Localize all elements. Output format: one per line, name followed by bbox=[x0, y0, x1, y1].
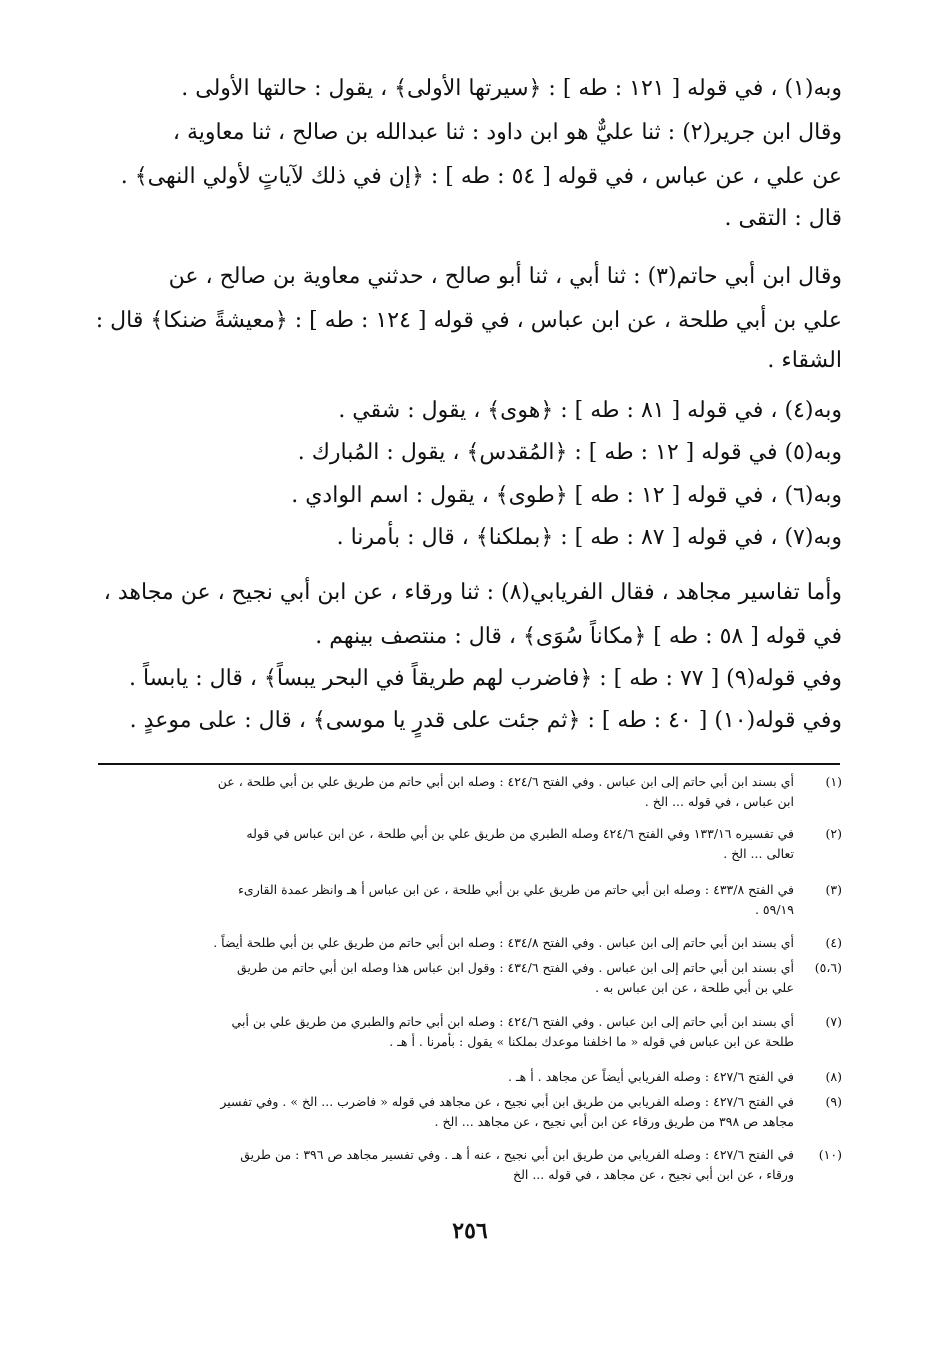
text-line: علي بن أبي طلحة ، عن ابن عباس ، في قوله [ ١٢٤ : طه ] : ﴿معيشةً ضنكا﴾ قال : bbox=[95, 308, 842, 333]
footnote-number: (٨) bbox=[825, 1069, 842, 1084]
footnote-line: في تفسيره ١٣٣/١٦ وفي الفتح ٤٢٤/٦ وصله الطبري من طريق علي بن أبي طلحة ، عن ابن عباس في قوله bbox=[246, 826, 794, 841]
footnote-item bbox=[100, 1012, 842, 1052]
footnote-line: تعالى ... الخ . bbox=[723, 846, 794, 861]
footnote-text bbox=[100, 1145, 794, 1185]
footnote-line: علي بن أبي طلحة ، عن ابن عباس به . bbox=[595, 980, 794, 995]
footnote-line: أي بسند ابن أبي حاتم إلى ابن عباس . وفي الفتح ٤٢٤/٦ : وصله ابن أبي حاتم من طريق علي بن أبي طلحة ، عن bbox=[217, 774, 794, 789]
footnote-number: (٧) bbox=[825, 1014, 842, 1029]
footnote-line: ٥٩/١٩ . bbox=[754, 902, 794, 917]
footnote-divider bbox=[98, 763, 840, 765]
footnote-item bbox=[100, 1092, 842, 1132]
text-line: وقال ابن جرير(٢) : ثنا عليٌّ هو ابن داود : ثنا عبدالله بن صالح ، ثنا معاوية ، bbox=[172, 120, 842, 145]
footnote-line: أي بسند ابن أبي حاتم إلى ابن عباس . وفي الفتح ٤٣٤/٨ : وصله ابن أبي حاتم من طريق علي بن أبي طلحة أيضاً . bbox=[213, 935, 794, 950]
footnote-item bbox=[100, 824, 842, 864]
footnote-line: في الفتح ٤٣٣/٨ : وصله ابن أبي حاتم من طريق علي بن أبي طلحة ، عن ابن عباس أ هـ وانظر عمدة القارىء bbox=[238, 882, 794, 897]
footnote-number: (٥،٦) bbox=[814, 960, 842, 975]
text-line: قال : التقى . bbox=[724, 206, 842, 231]
text-line: وفي قوله(٩) [ ٧٧ : طه ] : ﴿فاضرب لهم طريقاً في البحر يبساً﴾ ، قال : يابساً . bbox=[128, 666, 842, 691]
footnote-line: أي بسند ابن أبي حاتم إلى ابن عباس . وفي الفتح ٤٣٤/٦ : وقول ابن عباس هذا وصله ابن أبي حاتم من طريق bbox=[237, 960, 794, 975]
footnote-text bbox=[100, 880, 794, 920]
footnote-number: (٤) bbox=[825, 935, 842, 950]
text-line: في قوله [ ٥٨ : طه ] ﴿مكاناً سُوَى﴾ ، قال : منتصف بينهم . bbox=[315, 624, 842, 649]
footnote-number: (١٠) bbox=[818, 1147, 842, 1162]
footnote-number: (٣) bbox=[825, 882, 842, 897]
footnote-item bbox=[100, 933, 842, 953]
page-number: ٢٥٦ bbox=[452, 1218, 488, 1244]
text-line: وبه(٦) ، في قوله [ ١٢ : طه ] ﴿طوى﴾ ، يقول : اسم الوادي . bbox=[291, 483, 842, 508]
footnote-item bbox=[100, 1145, 842, 1185]
text-line: وفي قوله(١٠) [ ٤٠ : طه ] : ﴿ثم جئت على قدرٍ يا موسى﴾ ، قال : على موعدٍ . bbox=[129, 708, 842, 733]
footnote-line: في الفتح ٤٢٧/٦ : وصله الفريابي من طريق ابن أبي نجيح ، عن مجاهد في قوله « فاضرب ... الخ » . وفي تفسير bbox=[220, 1094, 794, 1109]
text-line: وبه(٧) ، في قوله [ ٨٧ : طه ] : ﴿بملكنا﴾ ، قال : بأمرنا . bbox=[336, 525, 842, 550]
text-line: وأما تفاسير مجاهد ، فقال الفريابي(٨) : ثنا ورقاء ، عن ابن أبي نجيح ، عن مجاهد ، bbox=[103, 580, 842, 605]
footnote-line: مجاهد ص ٣٩٨ من طريق ورقاء عن ابن أبي نجيح ، عن مجاهد ... الخ . bbox=[434, 1114, 794, 1129]
footnote-number: (٩) bbox=[825, 1094, 842, 1109]
footnote-text bbox=[100, 1092, 794, 1132]
text-line: وبه(٤) ، في قوله [ ٨١ : طه ] : ﴿هوى﴾ ، يقول : شقي . bbox=[338, 398, 842, 423]
footnote-number: (١) bbox=[825, 774, 842, 789]
footnote-line: طلحة عن ابن عباس في قوله « ما اخلفنا موعدك بملكنا » يقول : بأمرنا . أ هـ . bbox=[389, 1034, 794, 1049]
text-line: عن علي ، عن عباس ، في قوله [ ٥٤ : طه ] : ﴿إن في ذلك لآياتٍ لأولي النهى﴾ . bbox=[120, 164, 842, 189]
footnote-item bbox=[100, 772, 842, 812]
footnote-line: ابن عباس ، في قوله ... الخ . bbox=[644, 794, 794, 809]
footnote-number: (٢) bbox=[825, 826, 842, 841]
footnote-text bbox=[100, 1012, 794, 1052]
footnote-text bbox=[100, 1067, 794, 1087]
text-line: الشقاء . bbox=[767, 348, 842, 373]
footnote-item bbox=[100, 958, 842, 998]
footnote-text bbox=[100, 933, 794, 953]
footnote-item bbox=[100, 880, 842, 920]
text-line: وقال ابن أبي حاتم(٣) : ثنا أبي ، ثنا أبو صالح ، حدثني معاوية بن صالح ، عن bbox=[168, 264, 842, 289]
footnote-text bbox=[100, 772, 794, 812]
footnote-text bbox=[100, 958, 794, 998]
footnote-line: ورقاء ، عن ابن أبي نجيح ، عن مجاهد ، في قوله ... الخ bbox=[513, 1167, 794, 1182]
footnote-text bbox=[100, 824, 794, 864]
text-line: وبه(١) ، في قوله [ ١٢١ : طه ] : ﴿سيرتها الأولى﴾ ، يقول : حالتها الأولى . bbox=[181, 76, 842, 101]
text-line: وبه(٥) في قوله [ ١٢ : طه ] : ﴿المُقدس﴾ ، يقول : المُبارك . bbox=[297, 440, 842, 465]
footnote-item bbox=[100, 1067, 842, 1087]
footnote-line: في الفتح ٤٢٧/٦ : وصله الفريابي من طريق ابن أبي نجيح ، عنه أ هـ . وفي تفسير مجاهد ص ٣٩٦ : من طريق bbox=[240, 1147, 794, 1162]
footnote-line: أي بسند ابن أبي حاتم إلى ابن عباس . وفي الفتح ٤٢٤/٦ : وصله ابن أبي حاتم والطبري من طريق علي بن أبي bbox=[231, 1014, 794, 1029]
footnote-line: في الفتح ٤٢٧/٦ : وصله الفريابي أيضاً عن مجاهد . أ هـ . bbox=[508, 1069, 794, 1084]
